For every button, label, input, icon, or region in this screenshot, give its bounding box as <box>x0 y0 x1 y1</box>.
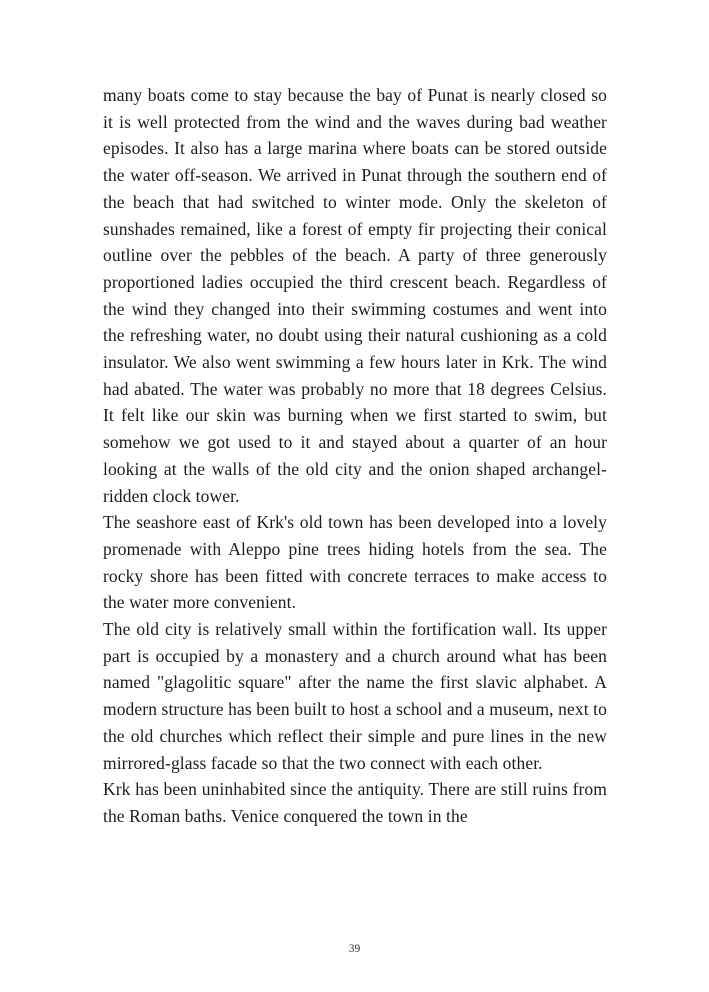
page-number: 39 <box>348 943 361 955</box>
paragraph-2: The seashore east of Krk's old town has been developed into a lovely promenade with Aleppo pine trees hiding hotels from the sea. The rocky shore has been fitted with concrete terraces to make access to the water more convenient. <box>103 512 607 613</box>
paragraph-3: The old city is relatively small within the fortification wall. Its upper part is occupied by a monastery and a church around what has been named "glagolitic square" after the name the first slavic alphabet. A modern structure has been built to host a school and a museum, next to the old churches which reflect their simple and pure lines in the new mirrored-glass facade so that the two connect with each other. <box>103 619 607 773</box>
paragraph-1: many boats come to stay because the bay of Punat is nearly closed so it is well protected from the wind and the waves during bad weather episodes. It also has a large marina where boats can be stored outside the water off-season. We arrived in Punat through the southern end of the beach that had switched to winter mode. Only the skeleton of sunshades remained, like a forest of empty fir projecting their conical outline over the pebbles of the beach. A party of three generously proportioned ladies occupied the third crescent beach. Regardless of the wind they changed into their swimming costumes and went into the refreshing water, no doubt using their natural cushioning as a cold insulator. We also went swimming a few hours later in Krk. The wind had abated. The water was probably no more that 18 degrees Celsius. It felt like our skin was burning when we first started to swim, but somehow we got used to it and stayed about a quarter of an hour looking at the walls of the old city and the onion shaped archangel-ridden clock tower. <box>103 85 607 506</box>
paragraph-4: Krk has been uninhabited since the antiquity. There are still ruins from the Roman baths. Venice conquered the town in the <box>103 779 607 826</box>
page-text <box>103 82 607 830</box>
